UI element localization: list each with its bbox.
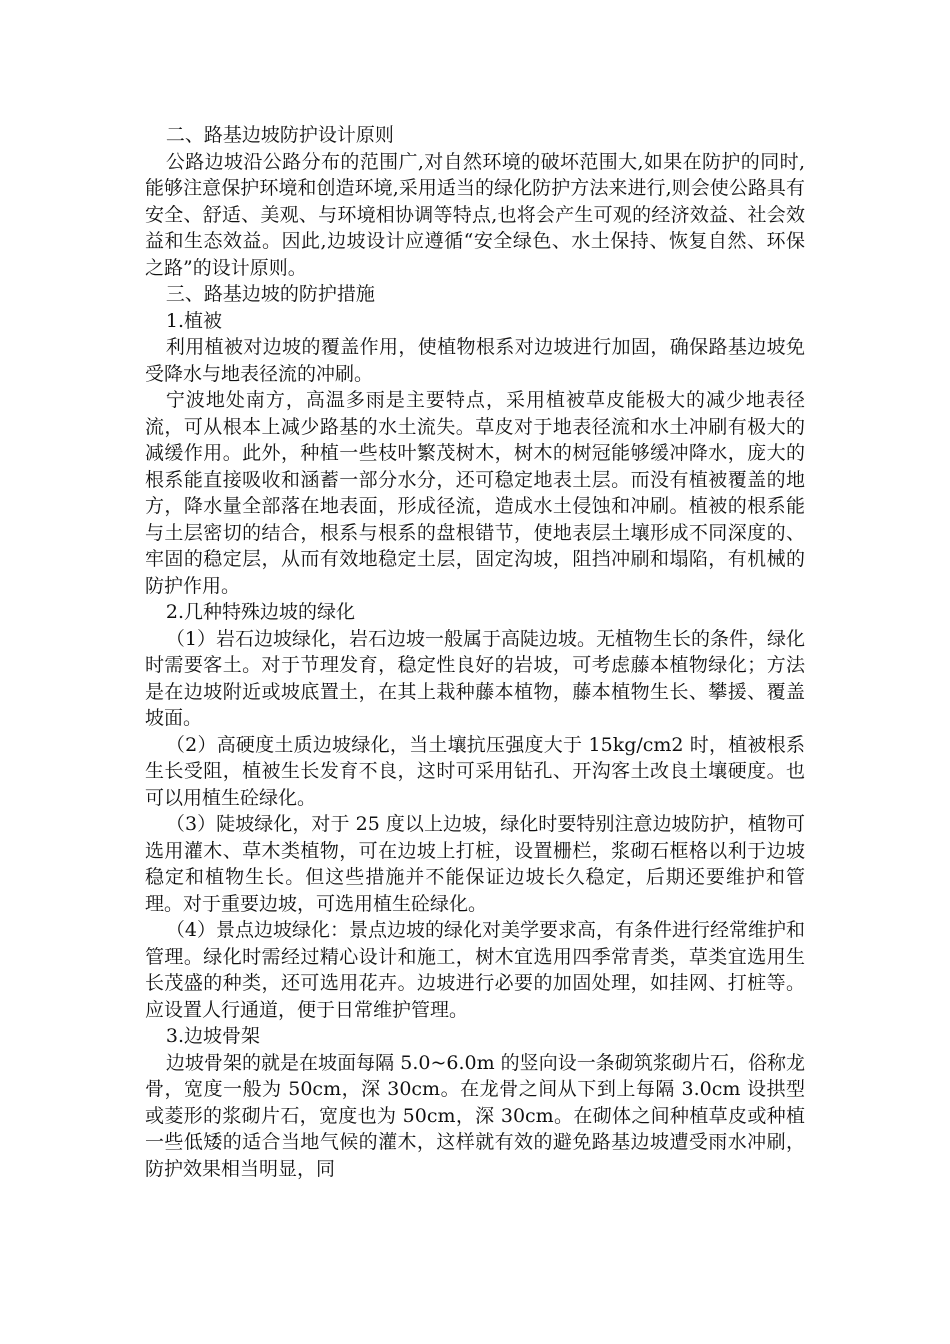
paragraph-vegetation-intro: 利用植被对边坡的覆盖作用，使植物根系对边坡进行加固，确保路基边坡免受降水与地表径流的冲刷。 [145, 336, 805, 385]
document-page [145, 122, 805, 1182]
paragraph-rock-slope: （1）岩石边坡绿化，岩石边坡一般属于高陡边坡。无植物生长的条件，绿化时需要客土。对于节理发育，稳定性良好的岩坡，可考虑藤本植物绿化；方法是在边坡附近或坡底置土，在其上栽种藤本植物，藤本植物生长、攀援、覆盖坡面。 [145, 627, 805, 729]
paragraph-hard-soil-slope: （2）高硬度土质边坡绿化，当土壤抗压强度大于 15kg/cm2 时，植被根系生长受阻，植被生长发育不良，这时可采用钻孔、开沟客土改良土壤硬度。也可以用植生砼绿化。 [145, 733, 805, 809]
subheading-slope-skeleton: 3.边坡骨架 [165, 1025, 261, 1047]
paragraph-design-principles: 公路边坡沿公路分布的范围广,对自然环境的破坏范围大,如果在防护的同时,能够注意保护环境和创造环境,采用适当的绿化防护方法来进行,则会使公路具有安全、舒适、美观、与环境相协调等特点,也将会产生可观的经济效益、社会效益和生态效益。因此,边坡设计应遵循“安全绿色、水土保持、恢复自然、环保之路”的设计原则。 [145, 150, 805, 279]
paragraph-vegetation-ningbo: 宁波地处南方，高温多雨是主要特点，采用植被草皮能极大的减少地表径流，可从根本上减少路基的水土流失。草皮对于地表径流和水土冲刷有极大的减缓作用。此外，种植一些枝叶繁茂树木，树木的树冠能够缓冲降水，庞大的根系能直接吸收和涵蓄一部分水分，还可稳定地表土层。而没有植被覆盖的地方，降水量全部落在地表面，形成径流，造成水土侵蚀和冲刷。植被的根系能与土层密切的结合，根系与根系的盘根错节，使地表层土壤形成不同深度的、牢固的稳定层，从而有效地稳定土层，固定沟坡，阻挡冲刷和塌陷，有机械的防护作用。 [145, 389, 805, 597]
paragraph-steep-slope: （3）陡坡绿化，对于 25 度以上边坡，绿化时要特别注意边坡防护，植物可选用灌木、草木类植物，可在边坡上打桩，设置栅栏，浆砌石框格以利于边坡稳定和植物生长。但这些措施并不能保证边坡长久稳定，后期还要维护和管理。对于重要边坡，可选用植生砼绿化。 [145, 813, 805, 915]
section-heading-protection-measures: 三、路基边坡的防护措施 [165, 283, 375, 305]
paragraph-slope-skeleton: 边坡骨架的就是在坡面每隔 5.0~6.0m 的竖向设一条砌筑浆砌片石，俗称龙骨，宽度一般为 50cm，深 30cm。在龙骨之间从下到上每隔 3.0cm 设拱型或菱形的浆砌片石，宽度也为 50cm，深 30cm。在砌体之间种植草皮或种植一些低矮的适合当地气候的灌木，这样就有效的避免路基边坡遭受雨水冲刷，防护效果相当明显，同 [145, 1051, 805, 1180]
section-heading-design-principles: 二、路基边坡防护设计原则 [165, 124, 394, 146]
subheading-vegetation: 1.植被 [165, 309, 223, 332]
subheading-special-slopes: 2.几种特殊边坡的绿化 [165, 601, 356, 623]
paragraph-scenic-slope: （4）景点边坡绿化：景点边坡的绿化对美学要求高，有条件进行经常维护和管理。绿化时需经过精心设计和施工，树木宜选用四季常青类，草类宜选用生长茂盛的种类，还可选用花卉。边坡进行必要的加固处理，如挂网、打桩等。应设置人行通道，便于日常维护管理。 [145, 919, 805, 1021]
